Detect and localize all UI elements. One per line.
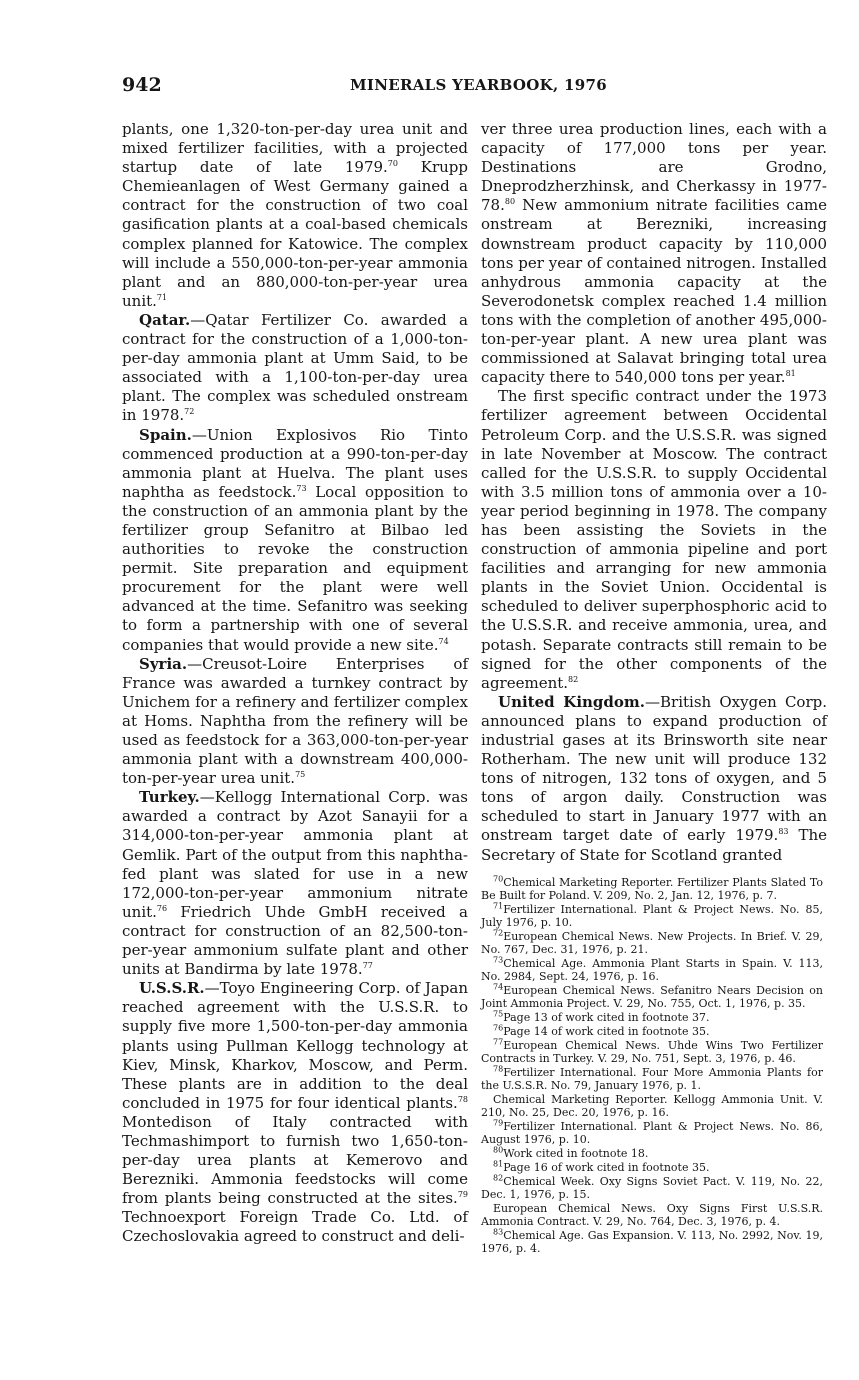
footnote-ref: 74 [438,636,449,646]
uk-paragraph: United Kingdom.—British Oxygen Corp. announced plans to expand production of industrial gases at its Brinsworth site near Rotherham. The new unit will produce 132 tons of nitrogen, 132 tons of oxygen, and 5 tons of argon daily. Construction was scheduled to start in January 1977 with an onstream target date of early 1979.83 The Secretary of State for Scotland granted [481,692,828,864]
footnote-ref: 80 [504,197,516,207]
turkey-paragraph: Turkey.—Kellogg International Corp. was awarded a contract by Azot Sanayii for a 314,000-ton-per-year ammonia plant at Gemlik. Part of the output from this naphtha-fed plant was slated for use in a new 172,000-ton-per-year ammonium nitrate unit.$^{76}$ Friedrich Uhde GmbH received a contract for construction of an 82,500-ton-per-year ammonium sulfate plant and other units at Bandirma by late 1978.77 [122,788,468,979]
footnote-ref: 77 [362,961,373,971]
footnote-ref: 72 [184,407,195,417]
ussr-continued-paragraph: ver three urea production lines, each with a capacity of 177,000 tons per year. Destinations are Grodno, Dneprodzherzhinsk, and Cherkassy in 1977-78.80 New ammonium nitrate facilities came onstream at Berezniki, increasing downstream product capacity by 110,000 tons per year of contained nitrogen. Installed anhydrous ammonia capacity at the Severodonetsk complex reached 1.4 million tons with the completion of another 495,000-ton-per-year plant. A new urea plant was commissioned at Salavat bringing total urea capacity there to 540,000 tons per year.$^{81}$ [481,120,827,387]
footnote: $^{75}$Page 13 of work cited in footnote 37. [493,1009,710,1024]
section-heading: Spain. [139,425,192,444]
footnote-number: 74 [493,982,504,992]
footnotes [481,876,823,1256]
footnote-ref: 81 [785,369,796,379]
footnote: European Chemical News. Oxy Signs First U.S.S.R. Ammonia Contract. V. 29, No. 764, Dec. 3, 1976, p. 4. [481,1202,823,1228]
occidental-paragraph: The first specific contract under the 1973 fertilizer agreement between Occidental Petroleum Corp. and the U.S.S.R. was signed in late November at Moscow. The contract called for the U.S.S.R. to supply Occidental with 3.5 million tons of ammonia over a 10-year period beginning in 1978. The company has been assisting the Soviets in the construction of ammonia pipeline and port facilities and arranging for new ammonia plants in the Soviet Union. Occidental is scheduled to deliver superphosphoric acid to the U.S.S.R. and receive ammonia, urea, and potash. Separate contracts still remain to be signed for the other components of the agreement.$^{82}$ [481,387,827,692]
footnote-number: 81 [493,1159,504,1169]
section-heading: United Kingdom. [498,692,646,711]
poland-paragraph: plants, one 1,320-ton-per-day urea unit and mixed fertilizer facilities, with a projected startup date of late 1979.70 Krupp Chemieanlagen of West Germany gained a contract for the construction of two coal gasification plants at a coal-based chemicals complex planned for Katowice. The complex will include a 550,000-ton-per-year ammonia plant and an 880,000-ton-per-year urea unit.$^{71}$ [122,120,468,310]
footnote: $^{78}$Fertilizer International. Four More Ammonia Plants for the U.S.S.R. No. 79, January 1976, p. 1. [481,1064,823,1092]
footnote-number: 82 [493,1173,504,1183]
footnote-number: 73 [493,955,504,965]
footnote: $^{82}$Chemical Week. Oxy Signs Soviet Pact. V. 119, No. 22, Dec. 1, 1976, p. 15. [481,1173,823,1201]
footnote-number: 70 [493,874,504,884]
right-column [481,120,827,865]
footnote: $^{73}$Chemical Age. Ammonia Plant Starts in Spain. V. 113, No. 2984, Sept. 24, 1976, p. 16. [481,955,823,983]
section-heading: Syria. [139,654,188,673]
footnote: $^{77}$European Chemical News. Uhde Wins Two Fertilizer Contracts in Turkey. V. 29, No. 751, Sept. 3, 1976, p. 46. [481,1037,823,1065]
footnote-ref: 82 [568,674,579,684]
ussr-paragraph: U.S.S.R.—Toyo Engineering Corp. of Japan reached agreement with the U.S.S.R. to supply five more 1,500-ton-per-day ammonia plants using Pullman Kellogg technology at Kiev, Minsk, Kharkov, Moscow, and Perm. These plants are in addition to the deal concluded in 1975 for four identical plants.$^{78}$ Montedison of Italy contracted with Techmashimport to furnish two 1,650-ton-per-day urea plants at Kemerovo and Berezniki. Ammonia feedstocks will come from plants being constructed at the sites.$^{79}$ Technoexport Foreign Trade Co. Ltd. of Czechoslovakia agreed to construct and deli- [122,979,468,1246]
footnote-number: 72 [493,928,504,938]
footnote-ref: 78 [457,1094,468,1104]
page-header [122,74,822,102]
footnote-number: 78 [493,1064,504,1074]
footnote: $^{83}$Chemical Age. Gas Expansion. V. 113, No. 2992, Nov. 19, 1976, p. 4. [481,1227,823,1255]
section-heading: Turkey. [139,788,200,807]
footnote-ref: 70 [387,159,398,169]
footnote: $^{81}$Page 16 of work cited in footnote 35. [493,1159,710,1174]
footnote: $^{79}$Fertilizer International. Plant & Project News. No. 86, August 1976, p. 10. [481,1118,823,1146]
footnote: $^{71}$Fertilizer International. Plant & Project News. No. 85, July 1976, p. 10. [481,901,823,929]
spain-paragraph: Spain.—Union Explosivos Rio Tinto commenced production at a 990-ton-per-day ammonia plant at Huelva. The plant uses naphtha as feedstock.$^{73}$ Local opposition to the construction of an ammonia plant by the fertilizer group Sefanitro at Bilbao led authorities to revoke the construction permit. Site preparation and equipment procurement for the plant were well advanced at the time. Sefanitro was seeking to form a partnership with one of several companies that would provide a new site.$^{74}$ [122,425,468,654]
footnote: $^{72}$European Chemical News. New Projects. In Brief. V. 29, No. 767, Dec. 31, 1976, p. 21. [481,928,823,956]
footnote-number: 76 [493,1023,504,1033]
footnote: $^{80}$Work cited in footnote 18. [493,1145,649,1160]
footnote-number: 75 [493,1009,504,1019]
footnote-number: 79 [493,1118,504,1128]
syria-paragraph: Syria.—Creusot-Loire Enterprises of France was awarded a turnkey contract by Unichem for a refinery and fertilizer complex at Homs. Naphtha from the refinery will be used as feedstock for a 363,000-ton-per-year ammonia plant with a downstream 400,000-ton-per-year urea unit.$^{75}$ [122,654,468,788]
footnote-ref: 79 [457,1190,468,1200]
footnote: $^{74}$European Chemical News. Sefanitro Nears Decision on Joint Ammonia Project. V. 29, No. 755, Oct. 1, 1976, p. 35. [481,982,823,1010]
footnote: $^{76}$Page 14 of work cited in footnote 35. [493,1023,710,1038]
footnote-ref: 75 [295,770,306,780]
footnote-number: 77 [493,1037,504,1047]
qatar-paragraph: Qatar.—Qatar Fertilizer Co. awarded a contract for the construction of a 1,000-ton-per-day ammonia plant at Umm Said, to be associated with a 1,100-ton-per-day urea plant. The complex was scheduled onstream in 1978.72 [122,310,468,425]
footnote: $^{70}$Chemical Marketing Reporter. Fertilizer Plants Slated To Be Built for Poland. V. 209, No. 2, Jan. 12, 1976, p. 7. [481,874,823,902]
section-heading: Qatar. [139,310,191,329]
footnote-ref: 83 [778,827,789,837]
footnote-number: 80 [493,1145,504,1155]
page-number: 942 [122,74,162,96]
section-heading: U.S.S.R. [139,979,205,998]
footnote-ref: 73 [296,483,307,493]
left-column [122,120,468,1247]
footnote-ref: 71 [156,292,168,302]
footnote: Chemical Marketing Reporter. Kellogg Ammonia Unit. V. 210, No. 25, Dec. 20, 1976, p. 16. [481,1093,823,1119]
running-title: MINERALS YEARBOOK, 1976 [350,76,607,94]
footnote-number: 83 [493,1227,504,1237]
footnote-number: 71 [493,901,504,911]
footnote-ref: 76 [156,903,168,913]
